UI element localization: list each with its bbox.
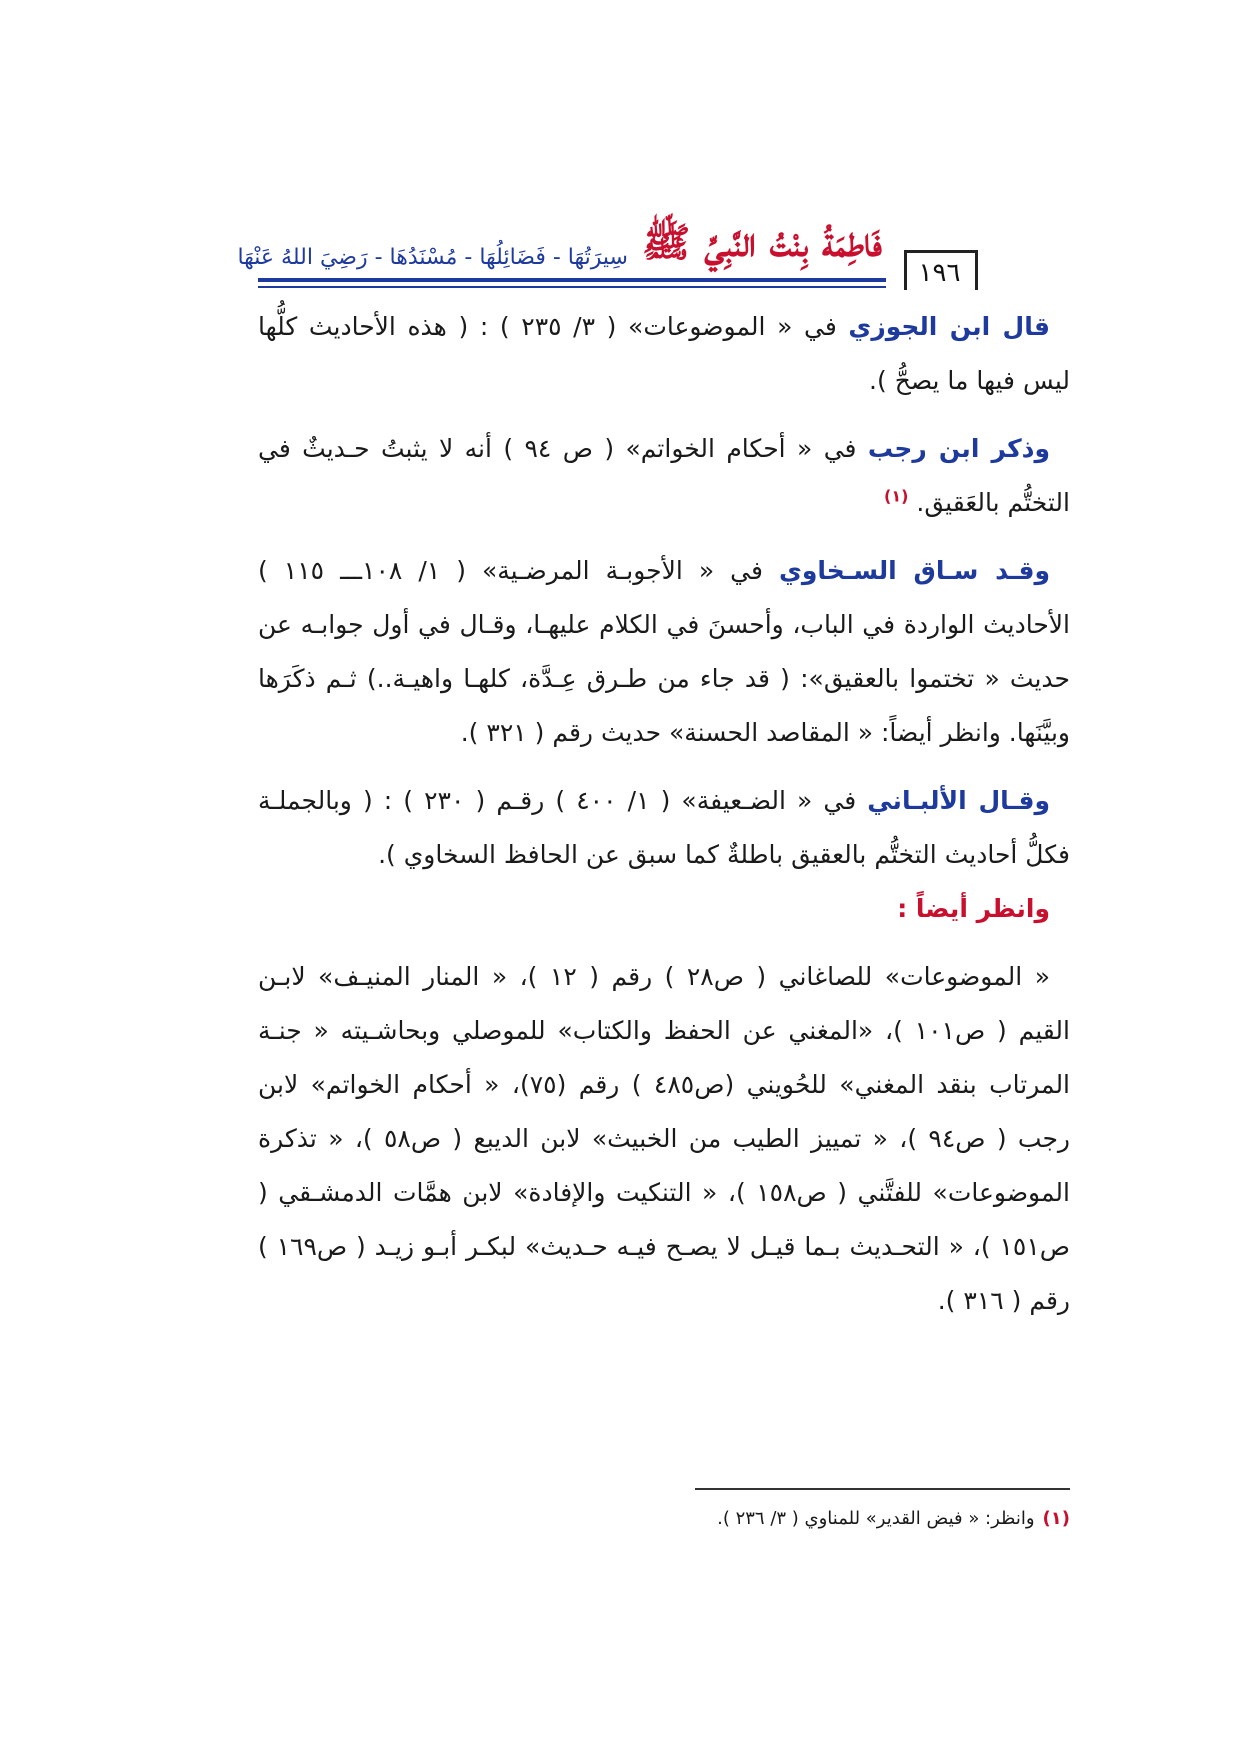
paragraph-text: « الموضوعات» للصاغاني ( ص٢٨ ) رقم ( ١٢ )، « المنار المنيـف» لابـن القيم ( ص١٠١ )، «المغني عن الحفظ والكتاب» للموصلي وبحاشـيته « جنـة المرتاب بنقد المغني» للحُويني (ص٤٨٥ ) رقم (٧٥)، « أحكام الخواتم» لابن رجب ( ص٩٤ )، « تمييز الطيب من الخبيث» لابن الديبع ( ص٥٨ )، « تذكرة الموضوعات» للفتَّني ( ص١٥٨ )، « التنكيت والإفادة» لابن همَّات الدمشـقي ( ص١٥١ )، « التحـديث بـما قيـل لا يصـح فيـه حـديث» لبكـر أبـو زيـد ( ص١٦٩ ) رقم ( ٣١٦ ).: [258, 962, 1071, 1315]
main-text: [258, 300, 1070, 1328]
header-rule-thin: [258, 286, 886, 288]
footnote-reference[interactable]: (١): [884, 486, 909, 506]
book-subtitle: سِيرَتُهَا - فَضَائِلُهَا - مُسْنَدُهَا - رَضِيَ اللهُ عَنْهَا: [237, 245, 628, 270]
scholar-name: وقـد سـاق السـخاوي: [778, 556, 1051, 585]
paragraph-text: في « الضـعيفة» ( ١/ ٤٠٠ ) رقـم ( ٢٣٠ ) : ( وبالجملـة فكلُّ أحاديث التختُّم بالعقيق باطلةٌ كما سبق عن الحافظ السخاوي ).: [258, 786, 1070, 869]
page-header: [237, 176, 978, 288]
paragraph-text: في « أحكام الخواتم» ( ص ٩٤ ) أنه لا يثبتُ حـديثٌ في التختُّم بالعَقيق.: [258, 434, 1070, 517]
book-title: فَاطِمَةُ بِنْتُ النَّبِيِّ ﷺ: [642, 219, 882, 266]
paragraph-ibn-rajab: [258, 422, 1070, 530]
paragraph-ibn-aljawzi: [258, 300, 1070, 408]
scholar-name: وذكر ابن رجب: [867, 434, 1050, 463]
paragraph-text: في « الموضوعات» ( ٣/ ٢٣٥ ) : ( هذه الأحاديث كلُّها ليس فيها ما يصحُّ ).: [258, 312, 1070, 395]
paragraph-albani: [258, 774, 1070, 882]
scholar-name: قال ابن الجوزي: [848, 312, 1051, 341]
paragraph-references: [258, 950, 1070, 1328]
see-also-heading: [258, 882, 1070, 936]
paragraph-sakhawi: [258, 544, 1070, 760]
footnote-number: (١): [1042, 1508, 1070, 1529]
footnote: [470, 1502, 1070, 1536]
page-number: ١٩٦: [904, 250, 978, 290]
paragraph-text: في « الأجوبـة المرضـية» ( ١/ ١٠٨ـــ ١١٥ ) الأحاديث الواردة في الباب، وأحسنَ في الكلام عليهـا، وقـال في أول جوابـه عن حديث « تختموا بالعقيق»: ( قد جاء من طـرق عِـدَّة، كلهـا واهيـة..) ثـم ذكَرَها وبيَّنَها. وانظر أيضاً: « المقاصد الحسنة» حديث رقم ( ٣٢١ ).: [258, 556, 1070, 747]
see-also-label: وانظر أيضاً :: [897, 894, 1050, 923]
scholar-name: وقـال الألبـاني: [867, 786, 1051, 815]
header-rule-thick: [258, 278, 886, 282]
footnote-text: وانظر: « فيض القدير» للمناوي ( ٣/ ٢٣٦ ).: [717, 1508, 1035, 1529]
footnote-separator: [695, 1488, 1070, 1490]
running-title: [237, 216, 882, 276]
